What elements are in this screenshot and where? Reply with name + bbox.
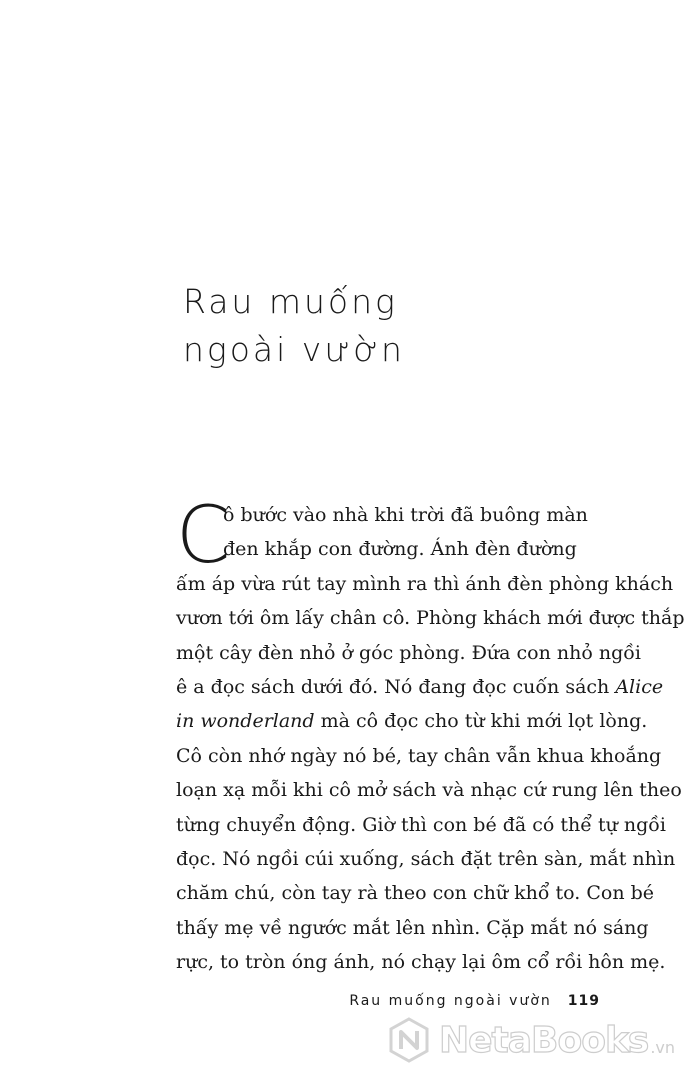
body-line: chăm chú, còn tay rà theo con chữ khổ to. Con bé — [176, 882, 654, 905]
chapter-title-line-1: Rau muống — [183, 282, 398, 321]
running-title: Rau muống ngoài vườn — [349, 993, 552, 1009]
watermark-brand: NetaBooks — [439, 1019, 649, 1061]
body-line: vươn tới ôm lấy chân cô. Phòng khách mới được thắp — [176, 607, 685, 630]
body-line: Cô còn nhớ ngày nó bé, tay chân vẫn khua khoắng — [176, 744, 662, 767]
body-line: một cây đèn nhỏ ở góc phòng. Đứa con nhỏ ngồi — [176, 641, 641, 664]
watermark — [385, 1010, 685, 1070]
body-line-text: ê a đọc sách dưới đó. Nó đang đọc cuốn sách — [176, 676, 616, 699]
drop-cap: C — [176, 491, 231, 581]
body-paragraph — [176, 491, 685, 980]
book-title-italic: in wonderland — [176, 710, 315, 733]
chapter-title-line-2: ngoài vườn — [183, 330, 405, 369]
body-line: ô bước vào nhà khi trời đã buông màn — [223, 504, 588, 526]
body-line: từng chuyển động. Giờ thì con bé đã có thể tự ngồi — [176, 813, 666, 836]
body-line — [176, 704, 648, 738]
body-line: đen khắp con đường. Ánh đèn đường — [223, 538, 577, 561]
body-line: đọc. Nó ngồi cúi xuống, sách đặt trên sàn, mắt nhìn — [176, 848, 676, 871]
body-line — [176, 670, 664, 704]
netabooks-logo-icon — [385, 1016, 433, 1064]
body-line: rực, to tròn óng ánh, nó chạy lại ôm cổ rồi hôn mẹ. — [176, 951, 666, 974]
page-number: 119 — [567, 993, 600, 1009]
watermark-suffix: .vn — [650, 1037, 676, 1057]
body-line: thấy mẹ về ngước mắt lên nhìn. Cặp mắt nó sáng — [176, 916, 649, 939]
body-line: ấm áp vừa rút tay mình ra thì ánh đèn phòng khách — [176, 572, 674, 595]
body-line: loạn xạ mỗi khi cô mở sách và nhạc cứ rung lên theo — [176, 779, 682, 802]
page-footer — [349, 993, 600, 1009]
body-line-text: mà cô đọc cho từ khi mới lọt lòng. — [314, 710, 648, 733]
chapter-title — [183, 278, 405, 374]
book-title-italic: Alice — [615, 676, 664, 699]
